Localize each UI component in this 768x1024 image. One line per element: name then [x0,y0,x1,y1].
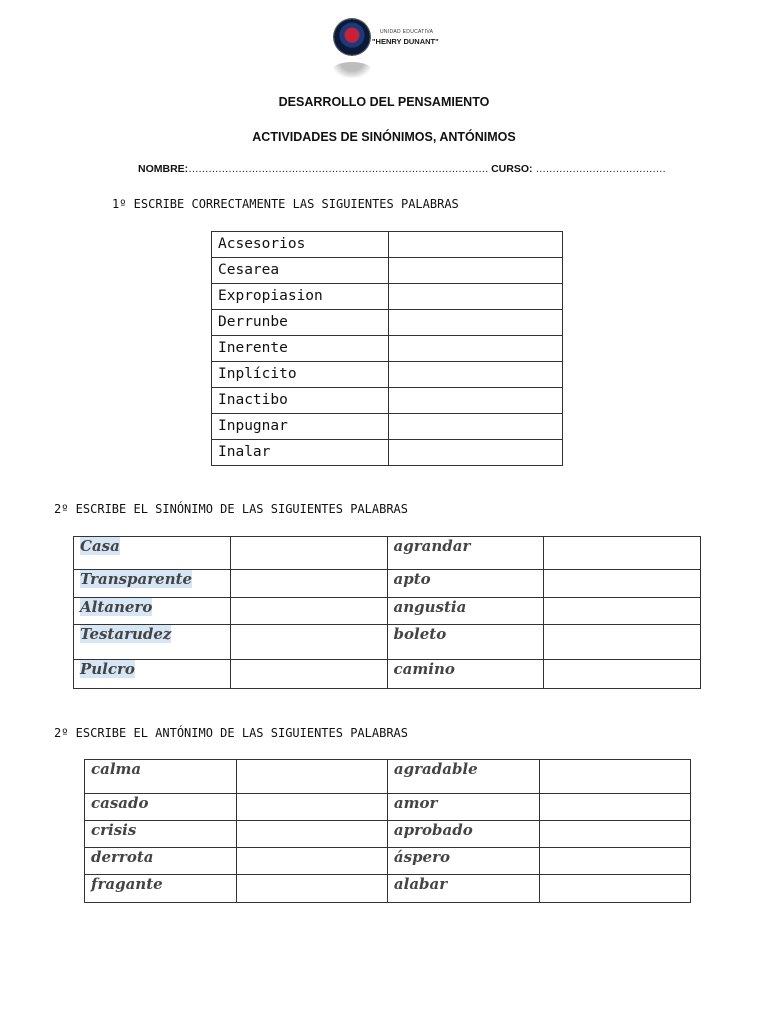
word-cell: crisis [85,821,237,848]
answer-cell [389,232,563,258]
word-cell: agradable [387,760,539,794]
page-title: DESARROLLO DEL PENSAMIENTO [278,95,490,109]
word-cell: Inactibo [212,388,389,414]
antonym-table [84,759,691,903]
answer-cell [389,388,563,414]
word-cell: Inpugnar [212,414,389,440]
answer-cell [544,625,701,660]
word-cell [74,570,231,598]
word-cell: Inplícito [212,362,389,388]
table-row [85,760,691,794]
table-row [212,414,563,440]
answer-cell [230,570,387,598]
word-cell [74,537,231,570]
answer-cell [544,660,701,689]
answer-cell [389,414,563,440]
table-row [212,284,563,310]
answer-cell [540,848,691,875]
answer-cell [540,875,691,903]
answer-cell [236,848,387,875]
answer-cell [389,362,563,388]
section3-heading: 2º ESCRIBE EL ANTÓNIMO DE LAS SIGUIENTES PALABRAS [54,726,409,740]
name-course-line [138,163,665,175]
answer-cell [230,598,387,625]
word-cell: Expropiasion [212,284,389,310]
nombre-label: NOMBRE: [138,163,189,175]
logo-reflection [332,62,372,78]
shield-emblem-icon [334,19,370,55]
answer-cell [389,284,563,310]
word-cell: agrandar [387,537,544,570]
answer-cell [389,440,563,466]
word-cell: amor [387,794,539,821]
answer-cell [540,760,691,794]
table-row [212,336,563,362]
section1-heading: 1º ESCRIBE CORRECTAMENTE LAS SIGUIENTES PALABRAS [112,197,459,211]
logo-small-text: UNIDAD EDUCATIVA [380,29,434,35]
table-row [74,598,701,625]
word-cell: angustia [387,598,544,625]
answer-cell [230,537,387,570]
word-cell: casado [85,794,237,821]
table-row [74,625,701,660]
highlighted-word: Casa [80,537,120,555]
answer-cell [230,660,387,689]
word-cell: Inerente [212,336,389,362]
answer-cell [540,821,691,848]
answer-cell [544,537,701,570]
answer-cell [544,598,701,625]
page-subtitle: ACTIVIDADES DE SINÓNIMOS, ANTÓNIMOS [252,130,516,144]
answer-cell [540,794,691,821]
word-cell: Cesarea [212,258,389,284]
word-cell: Derrunbe [212,310,389,336]
highlighted-word: Transparente [80,570,193,588]
table-row [85,821,691,848]
table-row [74,660,701,689]
curso-blank: ………………………………… [535,163,666,175]
answer-cell [389,258,563,284]
table-row [212,258,563,284]
section2-heading: 2º ESCRIBE EL SINÓNIMO DE LAS SIGUIENTES PALABRAS [54,502,409,516]
answer-cell [230,625,387,660]
highlighted-word: Altanero [80,598,153,616]
highlighted-word: Testarudez [80,625,172,643]
word-cell: fragante [85,875,237,903]
highlighted-word: Pulcro [80,660,135,678]
school-logo [328,14,458,80]
answer-cell [236,821,387,848]
word-cell: camino [387,660,544,689]
word-cell: aprobado [387,821,539,848]
word-cell: Acsesorios [212,232,389,258]
word-cell [74,660,231,689]
answer-cell [389,310,563,336]
word-cell: boleto [387,625,544,660]
answer-cell [389,336,563,362]
word-cell: alabar [387,875,539,903]
word-cell: derrota [85,848,237,875]
table-row [212,440,563,466]
word-cell: áspero [387,848,539,875]
word-cell: Inalar [212,440,389,466]
synonym-table [73,536,701,689]
curso-label: CURSO: [491,163,533,175]
word-cell [74,625,231,660]
word-cell: apto [387,570,544,598]
table-row [85,875,691,903]
table-row [85,794,691,821]
answer-cell [236,875,387,903]
table-row [212,362,563,388]
table-row [74,537,701,570]
answer-cell [236,794,387,821]
spelling-table [211,231,563,466]
table-row [74,570,701,598]
logo-school-name: "HENRY DUNANT" [372,37,439,46]
table-row [212,388,563,414]
nombre-blank: ……………………………………………………………………………… [188,163,489,175]
table-row [212,232,563,258]
word-cell [74,598,231,625]
answer-cell [544,570,701,598]
table-row [85,848,691,875]
answer-cell [236,760,387,794]
table-row [212,310,563,336]
word-cell: calma [85,760,237,794]
